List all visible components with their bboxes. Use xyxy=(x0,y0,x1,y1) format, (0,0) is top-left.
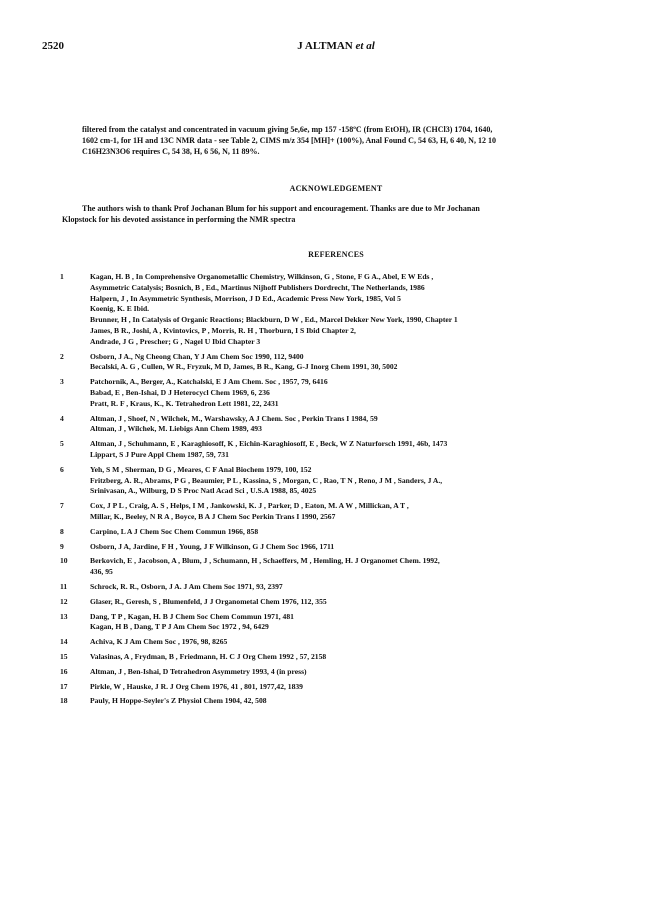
reference-item xyxy=(60,597,620,608)
reference-body xyxy=(90,682,620,693)
experimental-paragraph xyxy=(82,125,622,157)
reference-number: 10 xyxy=(60,556,68,566)
paragraph-line: filtered from the catalyst and concentrated in vacuum giving 5e,6e, mp 157 -158ºC (from EtOH), IR (CHCl3) 1704, 1640, xyxy=(82,125,493,134)
reference-item xyxy=(60,682,620,693)
reference-body xyxy=(90,612,620,634)
reference-body xyxy=(90,352,620,374)
running-head-etal: et al xyxy=(352,40,375,52)
reference-line: Kagan, H B , Dang, T P J Am Chem Soc 1972 , 94, 6429 xyxy=(90,622,269,632)
reference-line: Achiva, K J Am Chem Soc , 1976, 98, 8265 xyxy=(90,637,228,647)
reference-line: Osborn, J A, Jardine, F H , Young, J F Wilkinson, G J Chem Soc 1966, 1711 xyxy=(90,541,335,551)
reference-line: Valasinas, A , Frydman, B , Friedmann, H. C J Org Chem 1992 , 57, 2158 xyxy=(90,651,327,661)
reference-number: 12 xyxy=(60,596,68,606)
reference-number: 18 xyxy=(60,696,68,706)
reference-item xyxy=(60,542,620,553)
reference-line: Glaser, R., Geresh, S , Blumenfeld, J J Organometal Chem 1976, 112, 355 xyxy=(90,596,327,606)
reference-line: Dang, T P , Kagan, H. B J Chem Soc Chem Commun 1971, 481 xyxy=(90,611,294,621)
reference-line: Fritzberg, A. R., Abrams, P G , Beaumier, P L , Kassina, S , Morgan, C , Rao, T N , Reno, J M , Sanders, J A., xyxy=(90,475,443,485)
reference-line: Pirkle, W , Hauske, J R. J Org Chem 1976, 41 , 801, 1977,42, 1839 xyxy=(90,681,303,691)
reference-line: 436, 95 xyxy=(90,567,113,577)
reference-item xyxy=(60,696,620,707)
reference-body xyxy=(90,501,620,523)
reference-number: 4 xyxy=(60,413,64,423)
acknowledgement-line: Klopstock for his devoted assistance in performing the NMR spectra xyxy=(62,214,296,224)
acknowledgement-heading: ACKNOWLEDGEMENT xyxy=(289,184,383,193)
reference-line: Cox, J P L , Craig, A. S , Helps, I M , Jankowski, K. J , Parker, D , Eaton, M. A W , Millickan, A T , xyxy=(90,501,409,511)
reference-line: Yeh, S M , Sherman, D G , Meares, C F Anal Biochem 1979, 100, 152 xyxy=(90,464,312,474)
reference-item xyxy=(60,582,620,593)
reference-item xyxy=(60,272,620,348)
reference-line: Andrade, J G , Prescher; G , Nagel U Ibid Chapter 3 xyxy=(90,336,261,346)
reference-line: Halpern, J , In Asymmetric Synthesis, Morrison, J D Ed., Academic Press New York, 1985, Vol 5 xyxy=(90,293,401,303)
reference-number: 5 xyxy=(60,439,64,449)
reference-number: 6 xyxy=(60,464,64,474)
reference-line: Asymmetric Catalysis; Bosnich, B , Ed., Martinus Nijhoff Publishers Dordrecht, The Netherlands, 1986 xyxy=(90,282,425,292)
reference-number: 3 xyxy=(60,377,64,387)
reference-item xyxy=(60,501,620,523)
reference-item xyxy=(60,556,620,578)
reference-body xyxy=(90,542,620,553)
reference-line: Osborn, J A., Ng Cheong Chan, Y J Am Chem Soc 1990, 112, 9400 xyxy=(90,351,304,361)
reference-item xyxy=(60,352,620,374)
reference-body xyxy=(90,527,620,538)
references-heading: REFERENCES xyxy=(308,250,364,259)
reference-line: Altman, J , Wilchek, M. Liebigs Ann Chem 1989, 493 xyxy=(90,424,262,434)
reference-item xyxy=(60,439,620,461)
reference-line: Schrock, R. R., Osborn, J A. J Am Chem Soc 1971, 93, 2397 xyxy=(90,581,283,591)
running-head-authors: J ALTMAN xyxy=(297,40,353,52)
acknowledgement-paragraph xyxy=(62,204,622,226)
reference-line: Pauly, H Hoppe-Seyler's Z Physiol Chem 1904, 42, 508 xyxy=(90,696,267,706)
reference-line: Altman, J , Shoef, N , Wilchek, M., Warshawsky, A J Chem. Soc , Perkin Trans I 1984, 59 xyxy=(90,413,378,423)
reference-number: 8 xyxy=(60,526,64,536)
reference-body xyxy=(90,465,620,497)
reference-body xyxy=(90,377,620,409)
running-head xyxy=(42,40,630,52)
reference-body xyxy=(90,556,620,578)
reference-body xyxy=(90,414,620,436)
reference-number: 15 xyxy=(60,651,68,661)
reference-number: 13 xyxy=(60,611,68,621)
reference-item xyxy=(60,637,620,648)
reference-number: 9 xyxy=(60,541,64,551)
reference-number: 7 xyxy=(60,501,64,511)
reference-line: Koenig, K. E Ibid. xyxy=(90,304,150,314)
reference-body xyxy=(90,652,620,663)
reference-item xyxy=(60,667,620,678)
reference-number: 1 xyxy=(60,272,64,281)
reference-number: 14 xyxy=(60,637,68,647)
reference-item xyxy=(60,377,620,409)
reference-number: 11 xyxy=(60,581,68,591)
reference-line: Berkovich, E , Jacobson, A , Blum, J , Schumann, H , Schaeffers, M , Hemling, H. J Organomet Chem. 1992, xyxy=(90,556,440,566)
reference-line: Srinivasan, A., Wilburg, D S Proc Natl Acad Sci , U.S.A 1988, 85, 4025 xyxy=(90,486,317,496)
page-header xyxy=(42,40,630,56)
reference-item xyxy=(60,414,620,436)
reference-item xyxy=(60,465,620,497)
page-number: 2520 xyxy=(42,40,64,52)
reference-body xyxy=(90,582,620,593)
reference-body xyxy=(90,637,620,648)
reference-line: Carpino, L A J Chem Soc Chem Commun 1966, 858 xyxy=(90,526,259,536)
reference-number: 16 xyxy=(60,666,68,676)
reference-line: Altman, J , Schuhmann, E , Karaghiosoff, K , Eichin-Karaghiosoff, E , Beck, W Z Naturforsch 1991, 46b, 1473 xyxy=(90,439,448,449)
reference-line: Babad, E , Ben-Ishai, D J Heterocycl Chem 1969, 6, 236 xyxy=(90,387,270,397)
reference-line: Lippart, S J Pure Appl Chem 1987, 59, 731 xyxy=(90,449,229,459)
reference-item xyxy=(60,527,620,538)
paragraph-line: C16H23N3O6 requires C, 54 38, H, 6 56, N, 11 89%. xyxy=(82,146,260,156)
reference-body xyxy=(90,439,620,461)
reference-body xyxy=(90,667,620,678)
reference-line: James, B R., Joshi, A , Kvintovics, P , Morris, R. H , Thorburn, I S Ibid Chapter 2, xyxy=(90,325,356,335)
reference-number: 17 xyxy=(60,681,68,691)
reference-line: Millar, K., Beeley, N R A , Boyce, B A J Chem Soc Perkin Trans I 1990, 2567 xyxy=(90,511,336,521)
reference-line: Pratt, R. F , Kraus, K., K. Tetrahedron Lett 1981, 22, 2431 xyxy=(90,398,279,408)
reference-body xyxy=(90,696,620,707)
reference-body xyxy=(90,272,620,348)
reference-line: Becalski, A. G , Cullen, W R., Fryzuk, M D, James, B R., Kang, G-J Inorg Chem 1991, 30, 5002 xyxy=(90,362,398,372)
reference-number: 2 xyxy=(60,351,64,361)
reference-body xyxy=(90,597,620,608)
references-list xyxy=(60,272,620,711)
reference-item xyxy=(60,612,620,634)
acknowledgement-line: The authors wish to thank Prof Jochanan Blum for his support and encouragement. Thanks are due to Mr Jochanan xyxy=(82,204,480,213)
reference-line: Altman, J , Ben-Ishai, D Tetrahedron Asymmetry 1993, 4 (in press) xyxy=(90,666,307,676)
paragraph-line: 1602 cm-1, for 1H and 13C NMR data - see Table 2, CIMS m/z 354 [MH]+ (100%), Anal Found C, 54 63, H, 6 40, N, 12 10 xyxy=(82,135,496,145)
reference-item xyxy=(60,652,620,663)
reference-line: Kagan, H. B , In Comprehensive Organometallic Chemistry, Wilkinson, G , Stone, F G A., Abel, E W Eds , xyxy=(90,272,434,281)
reference-line: Brunner, H , In Catalysis of Organic Reactions; Blackburn, D W , Ed., Marcel Dekker New York, 1990, Chapter 1 xyxy=(90,315,458,325)
reference-line: Patchornik, A., Berger, A., Katchalski, E J Am Chem. Soc , 1957, 79, 6416 xyxy=(90,377,328,387)
